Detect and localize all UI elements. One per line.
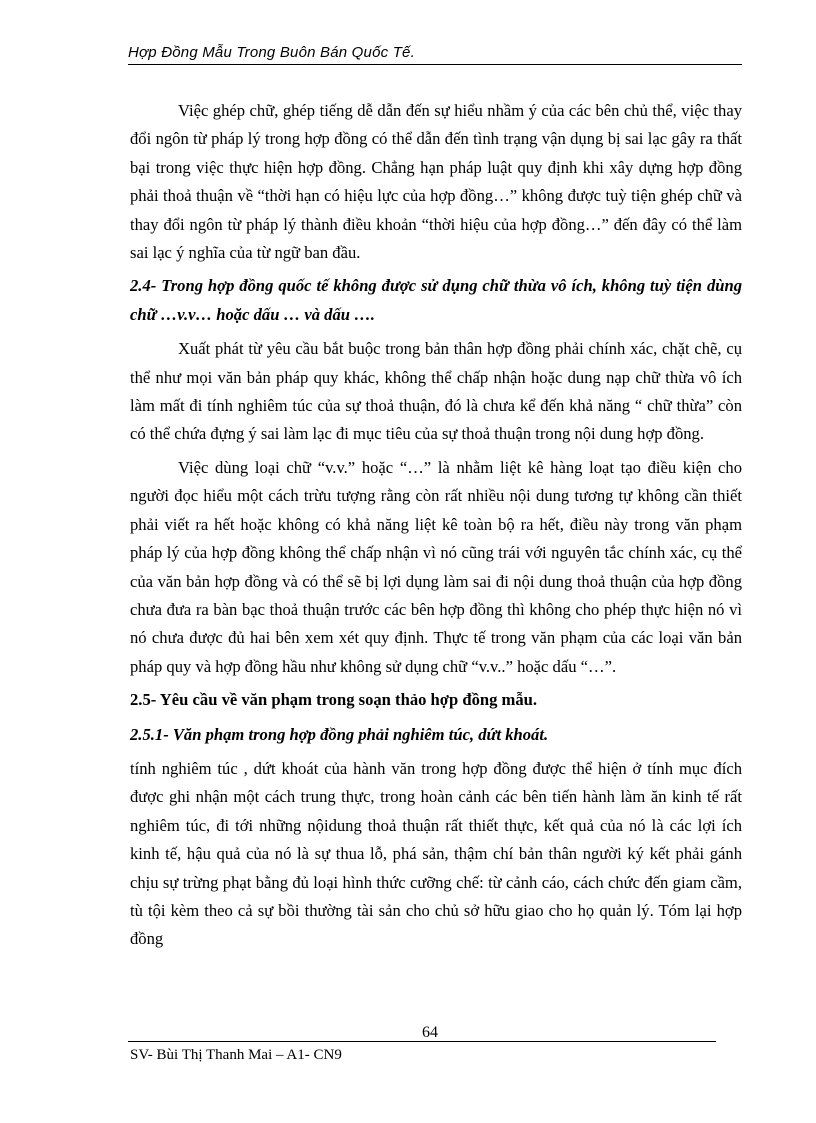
heading-2-4: 2.4- Trong hợp đồng quốc tế không được sử dụng chữ thừa vô ích, không tuỳ tiện dùng chữ …v.v… hoặc dấu … và dấu ….: [130, 276, 742, 324]
document-body: [130, 97, 742, 959]
running-footer: SV- Bùi Thị Thanh Mai – A1- CN9: [130, 1047, 342, 1063]
heading-2-5-1: 2.5.1- Văn phạm trong hợp đồng phải nghiêm túc, dứt khoát.: [130, 724, 549, 744]
page-number: 64: [422, 1024, 438, 1041]
heading-2-5: 2.5- Yêu cầu về văn phạm trong soạn thảo hợp đồng mẫu.: [130, 690, 538, 710]
running-header: Hợp Đồng Mẫu Trong Buôn Bán Quốc Tế.: [128, 44, 742, 65]
paragraph-redundant-words: Xuất phát từ yêu cầu bắt buộc trong bản thân hợp đồng phải chính xác, chặt chẽ, cụ thể như mọi văn bản pháp quy khác, không thể chấp nhận hoặc dung nạp chữ thừa vô ích làm mất đi tính nghiêm túc của sự thoả thuận, đó là chưa kể đến khả năng “ chữ thừa” còn có thể chứa đựng ý sai làm lạc đi mục tiêu của sự thoả thuận trong nội dung hợp đồng.: [130, 339, 742, 444]
paragraph-seriousness: tính nghiêm túc , dứt khoát của hành văn trong hợp đồng được thể hiện ở tính mục đích được ghi nhận một cách trung thực, trong hoàn cảnh các bên tiến hành làm ăn kinh tế rất nghiêm túc, đi tới những nộidung thoả thuận rất thiết thực, kết quả của nó là các lợi ích kinh tế, hậu quả của nó là sự thua lỗ, phá sản, thậm chí bản thân người ký kết phải gánh chịu sự trừng phạt bằng đủ loại hình thức cưỡng chế: từ cảnh cáo, cách chức đến giam cầm, tù tội kèm theo cả sự bồi thường tài sản cho chủ sở hữu giao cho họ quản lý. Tóm lại hợp đồng: [130, 758, 742, 949]
paragraph-word-combining: Việc ghép chữ, ghép tiếng dễ dẫn đến sự hiểu nhầm ý của các bên chủ thể, việc thay đổi ngôn từ pháp lý trong hợp đồng có thể dẫn đến tình trạng vận dụng bị sai lạc gây ra thất bại trong việc thực hiện hợp đồng. Chẳng hạn pháp luật quy định khi xây dựng hợp đồng phải thoả thuận về “thời hạn có hiệu lực của hợp đồng…” không được tuỳ tiện ghép chữ và thay đổi ngôn từ pháp lý thành điều khoản “thời hiệu của hợp đồng…” đến đây có thể làm sai lạc ý nghĩa của từ ngữ ban đầu.: [130, 101, 742, 263]
paragraph-etc-usage: Việc dùng loại chữ “v.v.” hoặc “…” là nhằm liệt kê hàng loạt tạo điều kiện cho người đọc hiểu một cách trừu tượng rằng còn rất nhiều nội dung tương tự không cần thiết phải viết ra hết hoặc không có khả năng liệt kê toàn bộ ra hết, điều này trong văn phạm pháp lý của hợp đồng không thể chấp nhận vì nó cũng trái với nguyên tắc chính xác, cụ thể của văn bản hợp đồng và có thể sẽ bị lợi dụng làm sai đi nội dung thoả thuận của hợp đồng chưa đưa ra bàn bạc thoả thuận trước các bên hợp đồng thì không cho phép thực hiện nó vì nó chưa được đủ hai bên xem xét quy định. Thực tế trong văn phạm của các loại văn bản pháp quy và hợp đồng hầu như không sử dụng chữ “v.v..” hoặc dấu “…”.: [130, 457, 742, 676]
